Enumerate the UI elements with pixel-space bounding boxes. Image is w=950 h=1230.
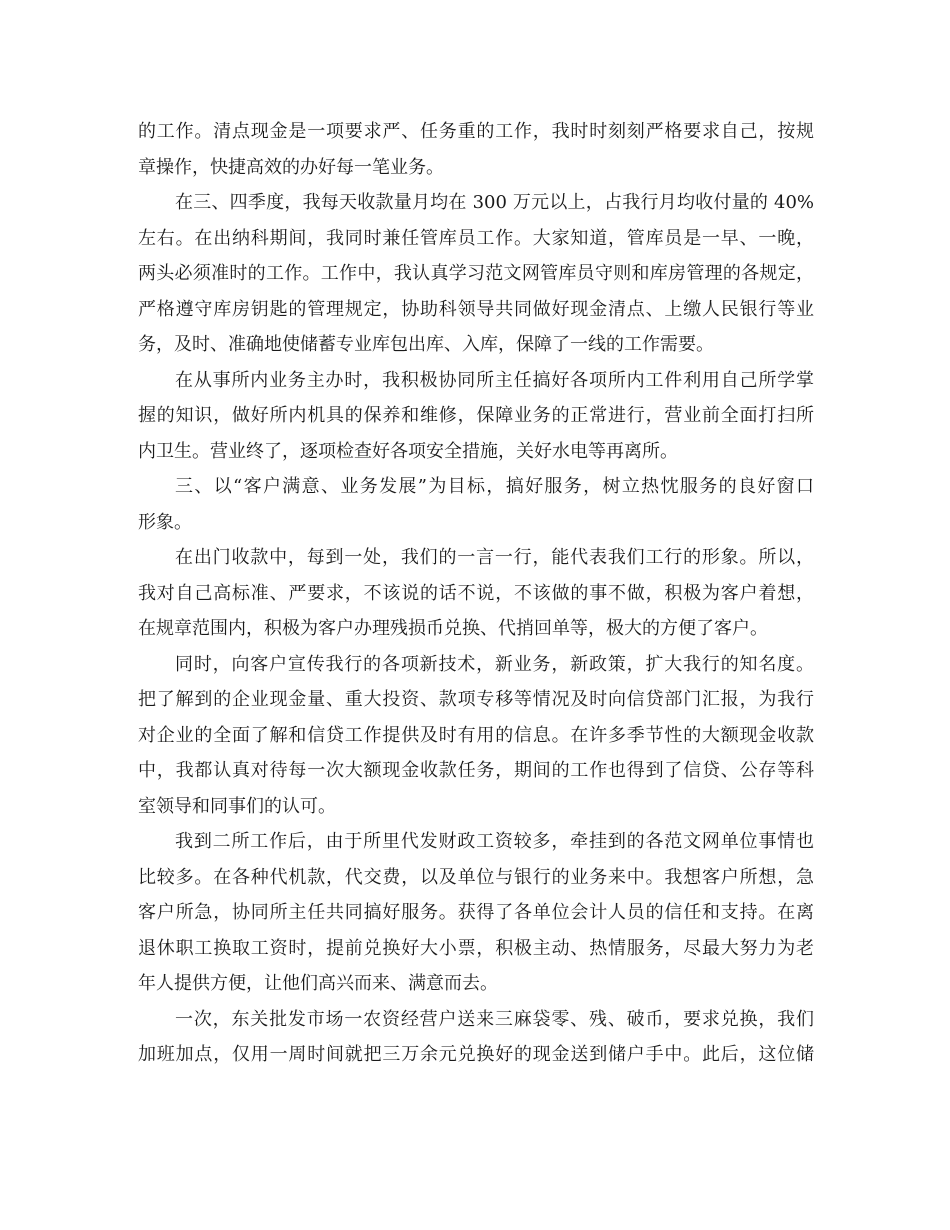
document-line: 年人提供方便，让他们高兴而来、满意而去。 [138,973,498,994]
document-line: 在从事所内业务主办时，我积极协同所主任搞好各项所内工件利用自己所学掌 [175,369,814,391]
document-line: 在三、四季度，我每天收款量月均在 300 万元以上，占我行月均收付量的 40% [175,192,814,213]
document-line: 一次，东关批发市场一农资经营户送来三麻袋零、残、破币，要求兑换，我们 [175,1008,814,1030]
document-line: 加班加点，仅用一周时间就把三万余元兑换好的现金送到储户手中。此后，这位储 [138,1044,814,1065]
document-line: 两头必须准时的工作。工作中，我认真学习范文网管库员守则和库房管理的各规定， [138,263,814,284]
document-line: 我对自己高标准、严要求，不该说的话不说，不该做的事不做，积极为客户着想， [138,582,814,604]
document-line: 退休职工换取工资时，提前兑换好大小票，积极主动、热情服务，尽最大努力为老 [138,937,814,959]
document-body [138,114,814,1073]
document-line: 三、以“客户满意、业务发展”为目标，搞好服务，树立热忱服务的良好窗口 [175,476,814,497]
document-line: 对企业的全面了解和信贷工作提供及时有用的信息。在许多季节性的大额现金收款 [138,724,814,746]
document-line: 在规章范围内，积极为客户办理残损币兑换、代捎回单等，极大的方便了客户。 [138,618,768,639]
document-line: 比较多。在各种代机款，代交费，以及单位与银行的业务来中。我想客户所想，急 [138,866,814,888]
document-line: 的工作。清点现金是一项要求严、任务重的工作，我时时刻刻严格要求自己，按规 [138,121,814,142]
document-line: 客户所急，协同所主任共同搞好服务。获得了各单位会计人员的信任和支持。在离 [138,902,814,923]
document-line: 我到二所工作后，由于所里代发财政工资较多，牵挂到的各范文网单位事情也 [175,831,814,852]
document-line: 把了解到的企业现金量、重大投资、款项专移等情况及时向信贷部门汇报，为我行 [138,689,814,710]
document-line: 内卫生。营业终了，逐项检查好各项安全措施，关好水电等再离所。 [138,440,678,462]
document-line: 室领导和同事们的认可。 [138,795,336,817]
document-line: 握的知识，做好所内机具的保养和维修，保障业务的正常进行，营业前全面打扫所 [138,405,814,426]
document-line: 严格遵守库房钥匙的管理规定，协助科领导共同做好现金清点、上缴人民银行等业 [138,298,814,320]
document-line: 章操作，快捷高效的办好每一笔业务。 [138,156,444,178]
document-line: 左右。在出纳科期间，我同时兼任管库员工作。大家知道，管库员是一早、一晚， [138,227,814,249]
document-line: 中，我都认真对待每一次大额现金收款任务，期间的工作也得到了信贷、公存等科 [138,760,814,781]
document-line: 在出门收款中，每到一处，我们的一言一行，能代表我们工行的形象。所以， [175,547,814,568]
document-line: 同时，向客户宣传我行的各项新技术，新业务，新政策，扩大我行的知名度。 [175,653,814,675]
document-line: 务，及时、准确地使储蓄专业库包出库、入库，保障了一线的工作需要。 [138,334,714,355]
document-line: 形象。 [138,511,192,533]
